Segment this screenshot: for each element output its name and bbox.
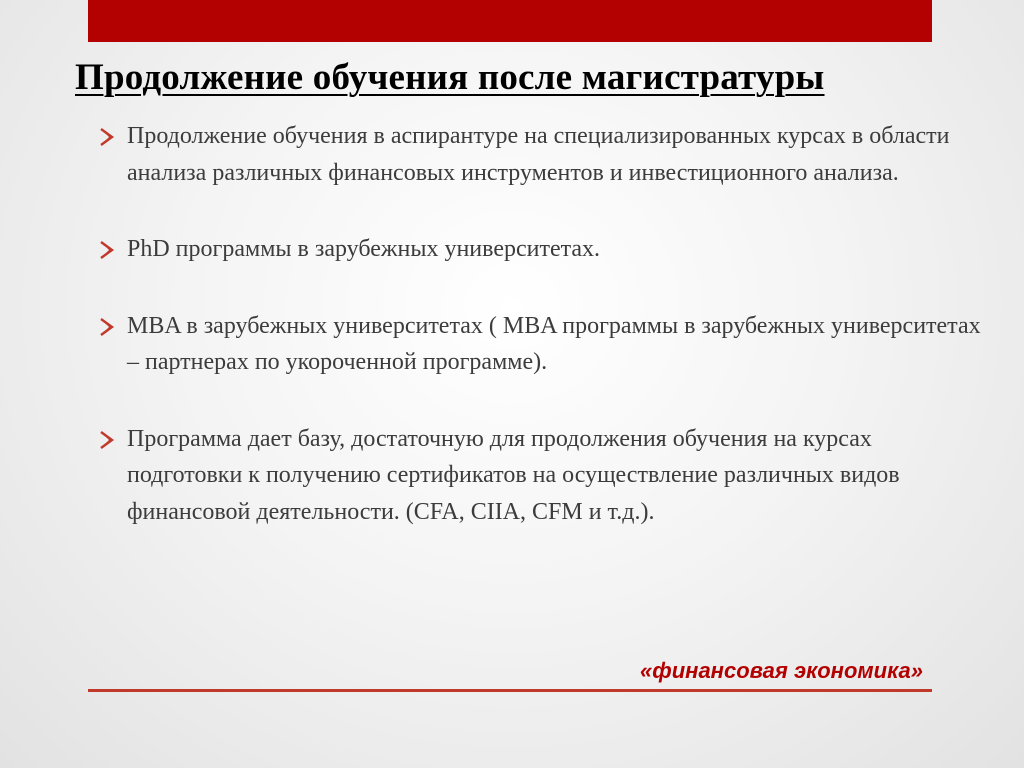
arrow-bullet-icon [98,127,118,147]
list-item [98,308,988,381]
bullet-text: Программа дает базу, достаточную для продолжения обучения на курсах подготовки к получению сертификатов на осуществление различных видов финансовой деятельности. (CFA, CIIA, CFM и т.д.). [127,425,900,525]
arrow-bullet-icon [98,317,118,337]
bullet-list [98,118,988,530]
arrow-bullet-icon [98,240,118,260]
top-accent-bar [88,0,932,42]
bullet-text: Продолжение обучения в аспирантуре на специализированных курсах в области анализа различных финансовых инструментов и инвестиционного анализа. [127,123,950,186]
bottom-divider [88,689,932,692]
arrow-bullet-icon [98,430,118,450]
list-item [98,421,988,531]
bullet-text: PhD программы в зарубежных университетах. [127,236,601,262]
page-title: Продолжение обучения после магистратуры [75,57,825,98]
brand-label: «финансовая экономика» [640,658,923,683]
list-item [98,118,988,191]
list-item [98,231,988,268]
bullet-text: MBA в зарубежных университетах ( MBA программы в зарубежных университетах – партнерах по укороченной программе). [127,312,981,375]
